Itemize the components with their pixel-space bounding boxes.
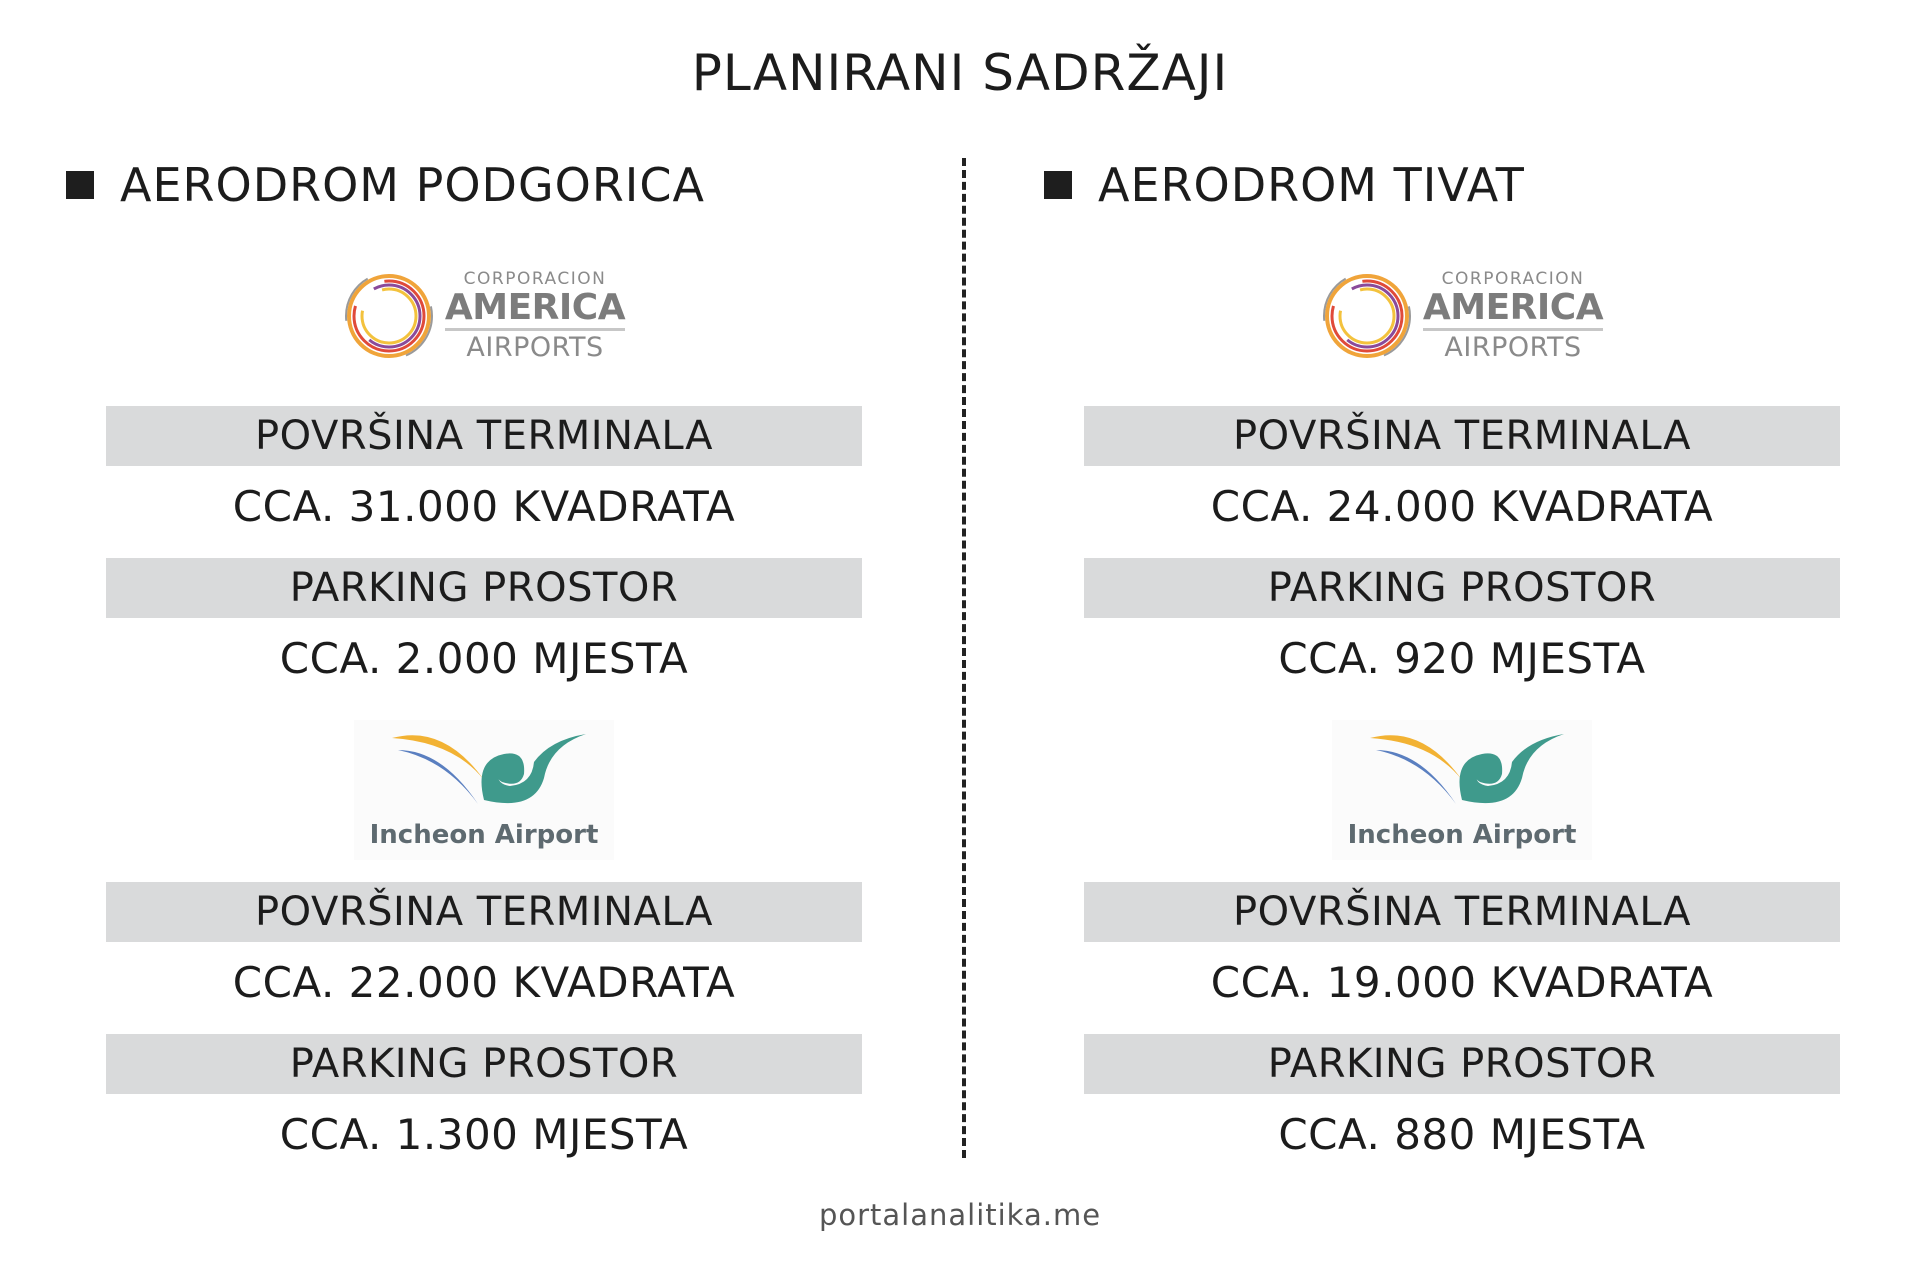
- bullet-square-icon: [1044, 171, 1072, 199]
- heading-text: AERODROM TIVAT: [1098, 158, 1525, 212]
- column-heading: [66, 158, 705, 212]
- parking-label-bar: PARKING PROSTOR: [1084, 558, 1840, 618]
- terminal-value: CCA. 19.000 KVADRATA: [1210, 958, 1714, 1007]
- terminal-label-bar: POVRŠINA TERMINALA: [106, 882, 862, 942]
- source-footer: portalanalitika.me: [818, 1198, 1102, 1232]
- column-heading: [1044, 158, 1525, 212]
- parking-value: CCA. 1.300 MJESTA: [279, 1110, 689, 1159]
- logo-line-2: AMERICA: [445, 290, 625, 331]
- terminal-label-bar: POVRŠINA TERMINALA: [1084, 882, 1840, 942]
- terminal-label-bar: POVRŠINA TERMINALA: [1084, 406, 1840, 466]
- corporacion-america-airports-logo: [104, 268, 864, 364]
- terminal-value: CCA. 22.000 KVADRATA: [232, 958, 736, 1007]
- corporacion-ring-icon: [1321, 270, 1413, 362]
- column-podgorica: [104, 0, 864, 1280]
- heading-text: AERODROM PODGORICA: [120, 158, 705, 212]
- parking-value: CCA. 920 MJESTA: [1278, 634, 1646, 683]
- parking-label-bar: PARKING PROSTOR: [106, 1034, 862, 1094]
- parking-label-bar: PARKING PROSTOR: [106, 558, 862, 618]
- logo-line-3: AIRPORTS: [1444, 332, 1582, 363]
- logo-text: Incheon Airport: [369, 820, 599, 850]
- column-tivat: [1082, 0, 1842, 1280]
- incheon-airport-logo: [1082, 720, 1842, 860]
- incheon-bird-icon: [374, 720, 594, 816]
- terminal-label-bar: POVRŠINA TERMINALA: [106, 406, 862, 466]
- logo-line-1: CORPORACION: [1441, 269, 1585, 289]
- bullet-square-icon: [66, 171, 94, 199]
- corporacion-ring-icon: [343, 270, 435, 362]
- page-title: PLANIRANI SADRŽAJI: [691, 44, 1229, 102]
- terminal-value: CCA. 31.000 KVADRATA: [232, 482, 736, 531]
- terminal-value: CCA. 24.000 KVADRATA: [1210, 482, 1714, 531]
- parking-value: CCA. 2.000 MJESTA: [279, 634, 689, 683]
- logo-text: Incheon Airport: [1347, 820, 1577, 850]
- logo-line-3: AIRPORTS: [466, 332, 604, 363]
- incheon-airport-logo: [104, 720, 864, 860]
- incheon-bird-icon: [1352, 720, 1572, 816]
- logo-line-2: AMERICA: [1423, 290, 1603, 331]
- column-divider: [962, 158, 966, 1158]
- parking-label-bar: PARKING PROSTOR: [1084, 1034, 1840, 1094]
- corporacion-america-airports-logo: [1082, 268, 1842, 364]
- parking-value: CCA. 880 MJESTA: [1278, 1110, 1646, 1159]
- logo-line-1: CORPORACION: [463, 269, 607, 289]
